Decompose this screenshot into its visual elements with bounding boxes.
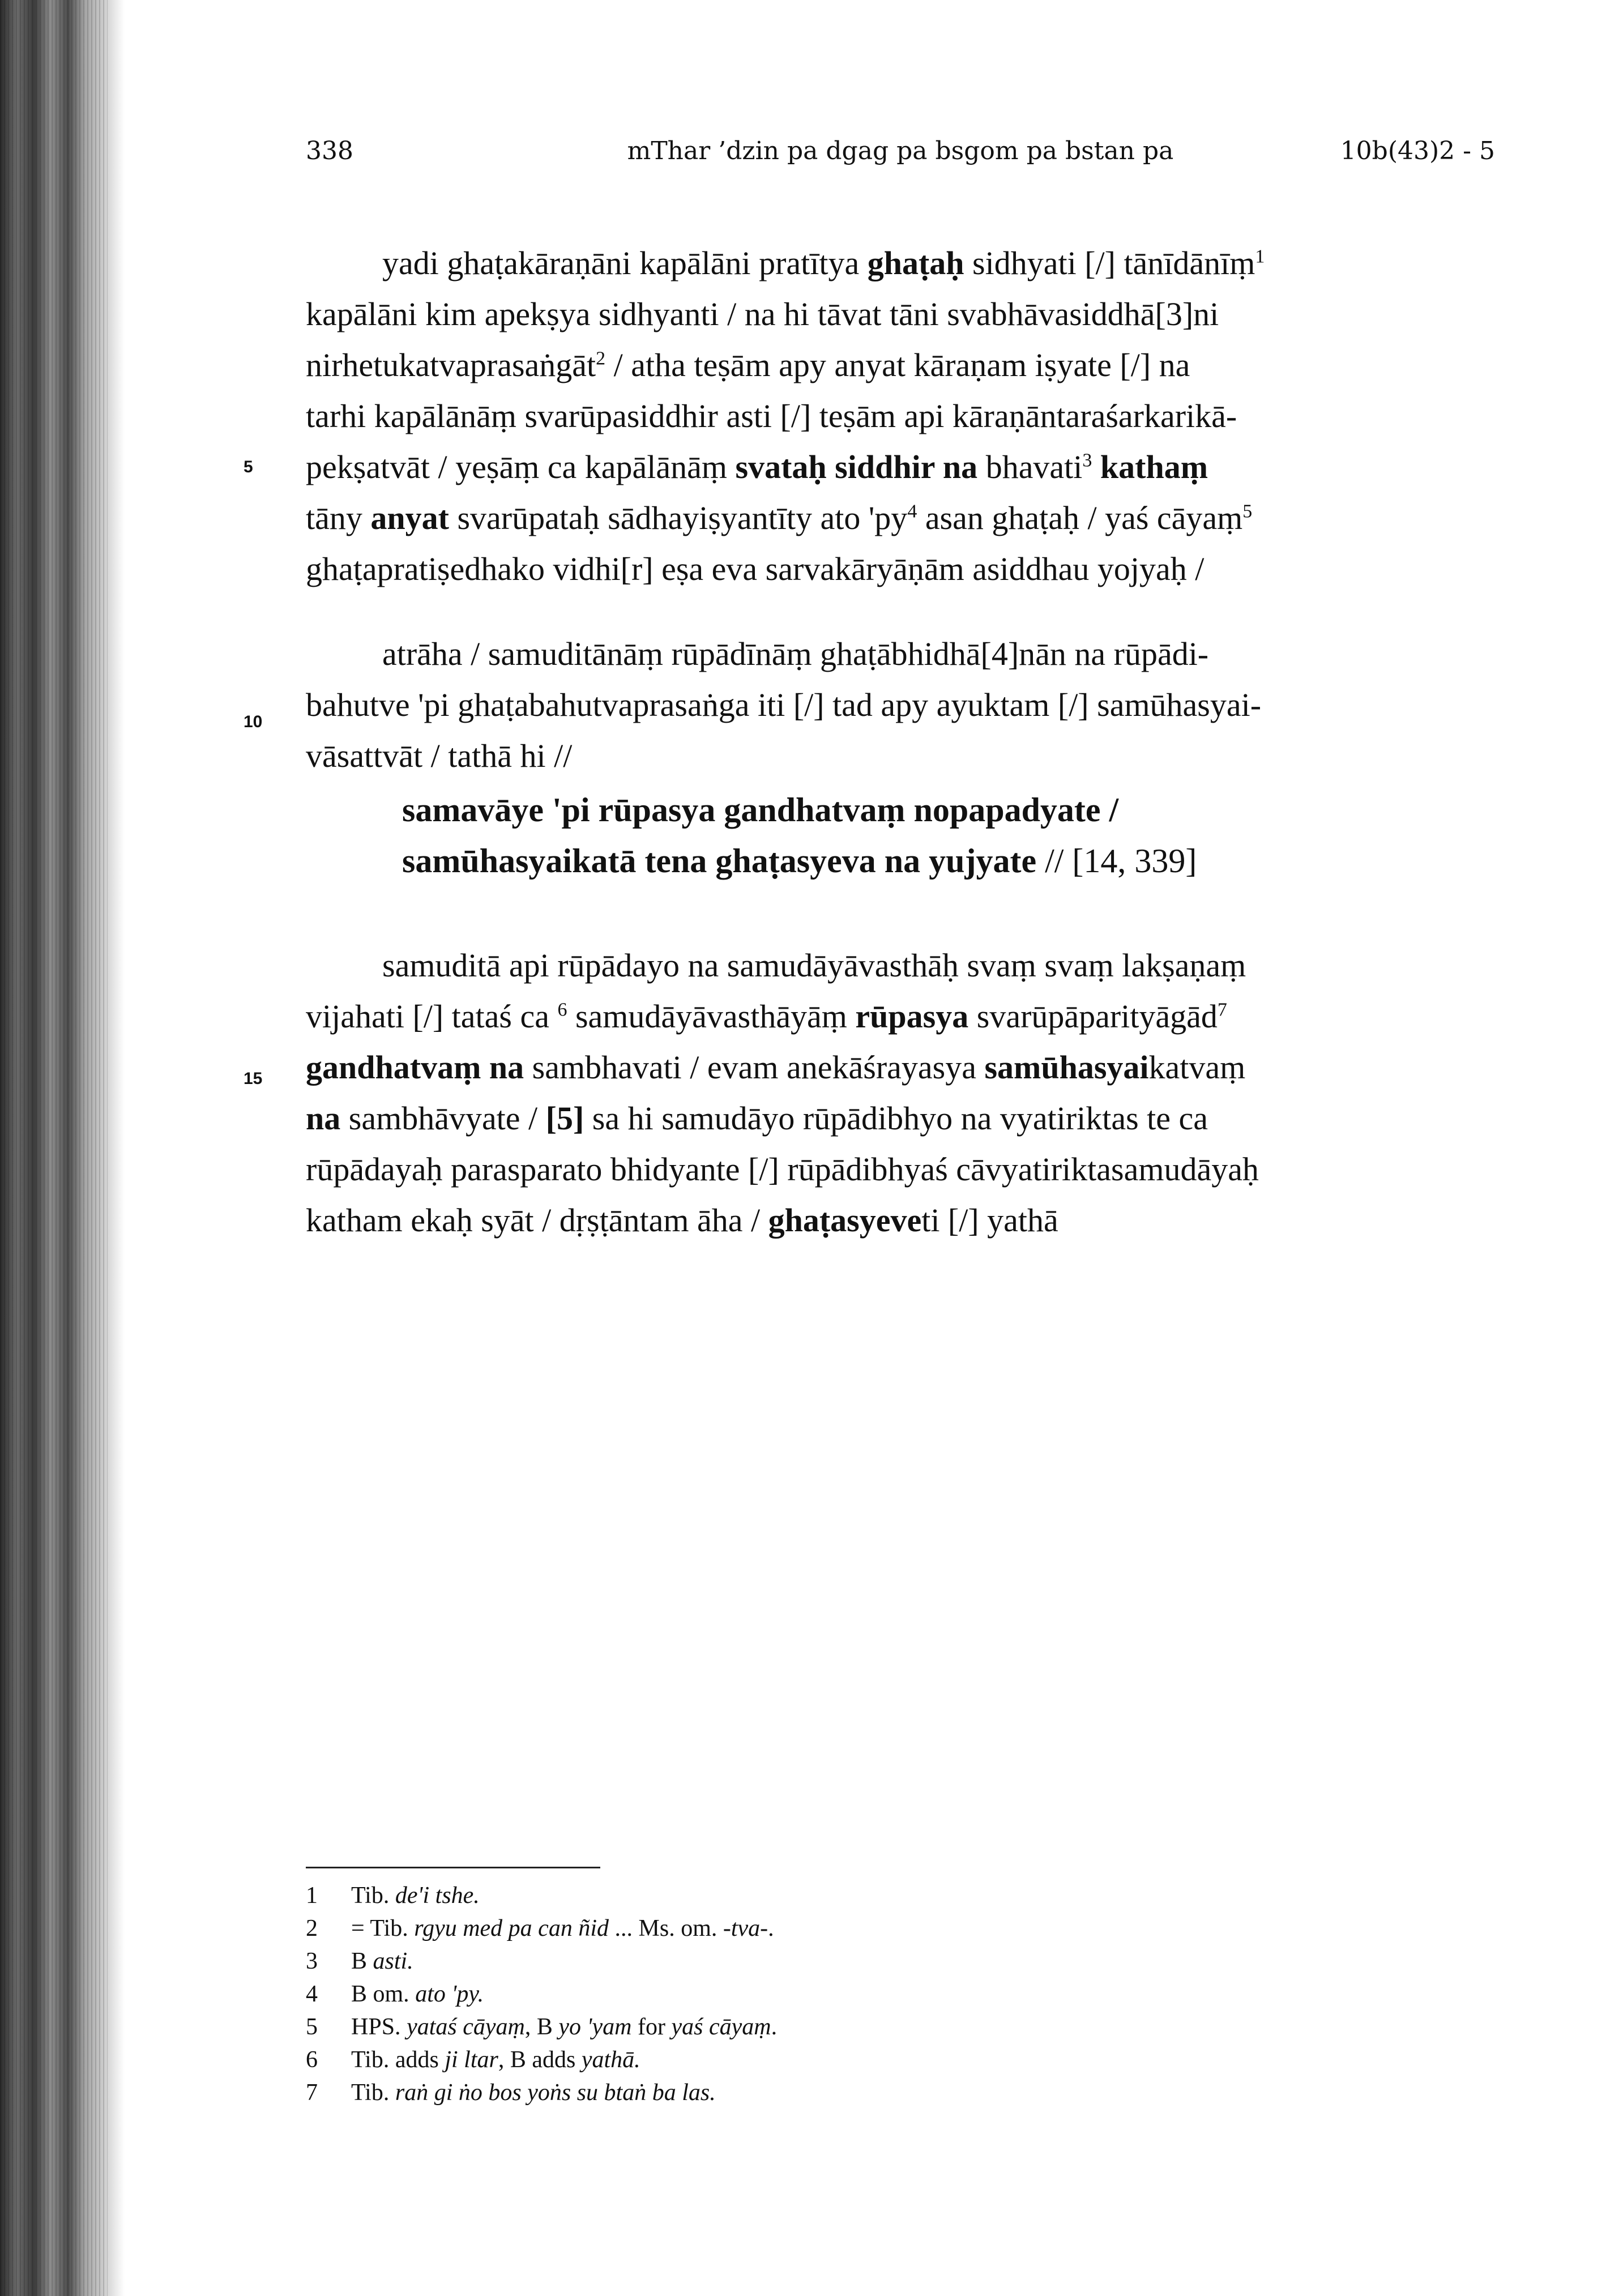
text-line: vijahati [/] tataś ca $^6$ samudāyāvasthāyāṃ rūpasya svarūpāparityāgād$^7$ — [306, 998, 1227, 1035]
footnote-ref: 2 — [596, 348, 606, 369]
footnote-text: B om. — [351, 1981, 416, 2007]
footnote-number: 1 — [306, 1883, 318, 1909]
text-line: nirhetukatvaprasaṅgāt$^2$ / atha teṣām apy anyat kāraṇam iṣyate [/] na — [306, 347, 1190, 383]
text-line: bahutve 'pi ghaṭabahutvaprasaṅga iti [/] tad apy ayuktam [/] samūhasyai- — [306, 686, 1262, 723]
footnote-6 — [306, 2043, 1212, 2076]
footnote-text: yathā. — [581, 2047, 640, 2073]
footnote-text: for — [631, 2014, 672, 2040]
verse-line: samavāye 'pi rūpasya gandhatvaṃ nopapadyate / — [402, 791, 1119, 829]
footnote-text: . — [771, 2014, 778, 2040]
footnote-number: 3 — [306, 1948, 318, 1974]
section-reference: 10b(43)2 - 5 — [1340, 136, 1495, 165]
text-line: na sambhāvyate / [5] sa hi samudāyo rūpādibhyo na vyatiriktas te ca — [306, 1100, 1208, 1137]
footnote-ref: 7 — [1217, 999, 1227, 1021]
text-line: kapālāni kim apekṣya sidhyanti / na hi tāvat tāni svabhāvasiddhā[3]ni — [306, 296, 1219, 332]
footnote-5 — [306, 2011, 1212, 2043]
line-number-10: 10 — [244, 712, 263, 731]
text-line: yadi ghaṭakāraṇāni kapālāni pratītya ghaṭaḥ sidhyati [/] tānīdānīṃ$^1$ — [382, 245, 1265, 281]
text-line: tarhi kapālānāṃ svarūpasiddhir asti [/] teṣām api kāraṇāntaraśarkarikā- — [306, 398, 1237, 434]
line-number-15: 15 — [244, 1069, 263, 1088]
footnote-2 — [306, 1912, 1212, 1945]
text-line: tāny anyat svarūpataḥ sādhayiṣyantīty ato '$py^4$ asan ghaṭaḥ / yaś cāyaṃ$^5$ — [306, 500, 1253, 536]
footnote-7 — [306, 2076, 1212, 2109]
text-line: ghaṭapratiṣedhako vidhi[r] eṣa eva sarvakāryāṇām asiddhau yojyaḥ / — [306, 550, 1205, 587]
footnote-text: . — [768, 1915, 774, 1941]
footnote-number: 6 — [306, 2047, 318, 2073]
footnote-text: de'i tshe. — [395, 1883, 480, 1909]
footnote-text: HPS. — [351, 2014, 407, 2040]
footnote-text: raṅ gi ṅo bos yoṅs su btaṅ ba las. — [395, 2080, 716, 2106]
footnote-text: Tib. — [351, 2080, 395, 2106]
footnote-text: Tib. — [351, 1883, 395, 1909]
footnote-number: 5 — [306, 2014, 318, 2040]
text-line: vāsattvāt / tathā hi // — [306, 737, 573, 774]
footnote-text: ji ltar — [445, 2047, 498, 2073]
paragraph-2 — [306, 629, 1495, 782]
page-number: 338 — [306, 136, 353, 165]
footnote-text: yataś cāyaṃ — [407, 2014, 525, 2040]
footnote-text: B — [351, 1948, 373, 1974]
footnote-ref: 6 — [557, 999, 567, 1021]
footnote-3 — [306, 1945, 1212, 1978]
footnote-text: ... Ms. om. — [609, 1915, 723, 1941]
paragraph-3 — [306, 940, 1495, 1246]
text-line: samuditā api rūpādayo na samudāyāvasthāḥ svaṃ svaṃ lakṣaṇaṃ — [382, 947, 1246, 984]
running-title: mThar ’dzin pa dgag pa bsgom pa bstan pa — [627, 136, 1174, 165]
footnote-ref: 4 — [907, 501, 917, 522]
footnote-ref: 5 — [1242, 501, 1253, 522]
footnote-text: -tva- — [723, 1915, 768, 1941]
text-line: pekṣatvāt / yeṣāṃ ca kapālānāṃ svataḥ siddhir na bhavati$^3$ kathaṃ — [306, 449, 1208, 485]
footnote-text: rgyu med pa can ñid — [414, 1915, 609, 1941]
footnote-text: , B adds — [498, 2047, 582, 2073]
footnote-number: 7 — [306, 2080, 318, 2106]
footnote-number: 2 — [306, 1915, 318, 1941]
verse-block — [402, 784, 1478, 886]
text-line: gandhatvaṃ na sambhavati / evam anekāśrayasya samūhasyaikatvaṃ — [306, 1049, 1246, 1086]
footnote-text: = Tib. — [351, 1915, 415, 1941]
footnote-ref: 1 — [1255, 246, 1265, 267]
footnote-4 — [306, 1978, 1212, 2011]
footnote-1 — [306, 1879, 1212, 1912]
running-head — [306, 131, 1495, 171]
footnote-text: , B — [524, 2014, 559, 2040]
text-line: rūpādayaḥ parasparato bhidyante [/] rūpādibhyaś cāvyatiriktasamudāyaḥ — [306, 1151, 1259, 1188]
footnote-text: asti. — [373, 1948, 413, 1974]
footnote-ref: 3 — [1082, 450, 1092, 471]
text-line: atrāha / samuditānāṃ rūpādīnāṃ ghaṭābhidhā[4]nān na rūpādi- — [382, 635, 1209, 672]
footnotes — [306, 1879, 1212, 2109]
footnote-text: yaś cāyaṃ — [671, 2014, 771, 2040]
page-edge-lines — [0, 0, 108, 2296]
footnote-text: Tib. adds — [351, 2047, 445, 2073]
footnote-number: 4 — [306, 1981, 318, 2007]
verse-line: samūhasyaikatā tena ghaṭasyeva na yujyate // [14, 339] — [402, 842, 1197, 880]
footnote-text: ato 'py. — [415, 1981, 484, 2007]
text-line: katham ekaḥ syāt / dṛṣṭāntam āha / ghaṭasyeveti [/] yathā — [306, 1202, 1058, 1239]
line-number-5: 5 — [244, 458, 253, 476]
footnote-rule — [306, 1867, 600, 1868]
footnote-text: yo 'yam — [558, 2014, 632, 2040]
